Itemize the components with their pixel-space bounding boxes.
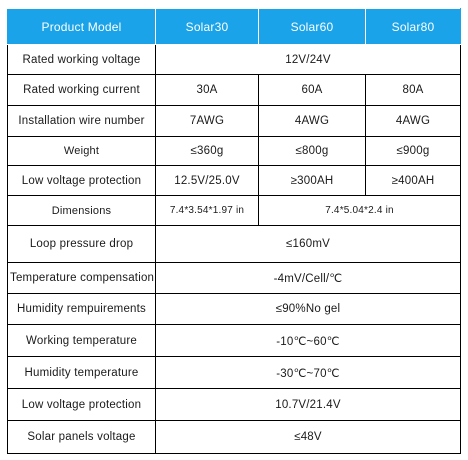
row-label: Rated working voltage	[8, 45, 156, 75]
cell-solar30: 7.4*3.54*1.97 in	[156, 196, 259, 226]
cell-solar30: 12.5V/25.0V	[156, 166, 259, 196]
cell-solar60-80: 7.4*5.04*2.4 in	[259, 196, 461, 226]
row-label: Installation wire number	[8, 105, 156, 136]
row-value: ≤90%No gel	[156, 293, 461, 324]
cell-solar60: 4AWG	[259, 105, 366, 136]
cell-solar60: ≤800g	[259, 136, 366, 165]
row-label: Loop pressure drop	[8, 226, 156, 262]
cell-solar80: 4AWG	[366, 105, 461, 136]
table-row	[8, 166, 461, 196]
cell-solar80: ≥400AH	[366, 166, 461, 196]
table-row	[8, 420, 461, 453]
row-value: -4mV/Cell/℃	[156, 262, 461, 293]
table-row	[8, 357, 461, 389]
cell-solar60: 60A	[259, 75, 366, 105]
row-label: Rated working current	[8, 75, 156, 105]
cell-solar30: 7AWG	[156, 105, 259, 136]
row-label: Dimensions	[8, 196, 156, 226]
row-label: Weight	[8, 136, 156, 165]
row-label: Temperature compensation	[8, 262, 156, 293]
table-row	[8, 226, 461, 262]
header-solar30: Solar30	[156, 9, 259, 45]
table-row	[8, 196, 461, 226]
row-label: Humidity temperature	[8, 357, 156, 389]
header-row	[8, 9, 461, 45]
table-row	[8, 325, 461, 357]
header-solar60: Solar60	[259, 9, 366, 45]
row-value: ≤160mV	[156, 226, 461, 262]
cell-solar60: ≥300AH	[259, 166, 366, 196]
cell-solar80: 80A	[366, 75, 461, 105]
row-label: Solar panels voltage	[8, 420, 156, 453]
table-row	[8, 293, 461, 324]
row-value: -10℃~60℃	[156, 325, 461, 357]
table-row	[8, 136, 461, 165]
row-value: 12V/24V	[156, 45, 461, 75]
cell-solar30: 30A	[156, 75, 259, 105]
row-label: Humidity rempuirements	[8, 293, 156, 324]
row-label: Low voltage protection	[8, 166, 156, 196]
table-row	[8, 389, 461, 420]
row-value: 10.7V/21.4V	[156, 389, 461, 420]
row-label: Working temperature	[8, 325, 156, 357]
header-solar80: Solar80	[366, 9, 461, 45]
row-value: -30℃~70℃	[156, 357, 461, 389]
cell-solar30: ≤360g	[156, 136, 259, 165]
cell-solar80: ≤900g	[366, 136, 461, 165]
header-product-model: Product Model	[8, 9, 156, 45]
row-value: ≤48V	[156, 420, 461, 453]
spec-table	[7, 8, 461, 454]
table-row	[8, 75, 461, 105]
table-row	[8, 262, 461, 293]
row-label: Low voltage protection	[8, 389, 156, 420]
table-row	[8, 105, 461, 136]
table-row	[8, 45, 461, 75]
